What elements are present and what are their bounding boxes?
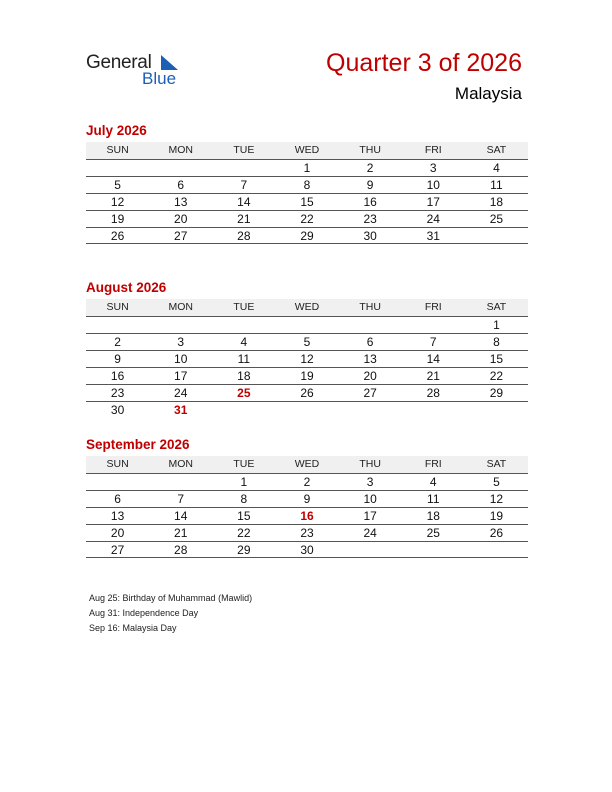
weekday-header	[86, 456, 528, 473]
week-row	[86, 159, 528, 176]
day-cell: 22	[237, 526, 251, 540]
day-cell: 29	[237, 543, 251, 557]
day-cell: 14	[174, 509, 188, 523]
day-cell: 23	[300, 526, 314, 540]
weekday-label: TUE	[233, 144, 255, 156]
day-cell: 9	[366, 178, 374, 192]
day-cell	[339, 317, 402, 333]
day-cell: 26	[300, 386, 314, 400]
day-cell	[86, 160, 149, 176]
weekday-header	[86, 299, 528, 316]
page-title: Quarter 3 of 2026	[326, 49, 522, 77]
weekday-label: TUE	[233, 301, 255, 313]
day-cell: 10	[363, 492, 377, 506]
day-cell	[339, 402, 402, 418]
day-cell: 17	[426, 195, 440, 209]
day-cell	[402, 402, 465, 418]
day-cell: 5	[303, 335, 311, 349]
month-calendar-august	[86, 279, 528, 418]
day-cell: 5	[114, 178, 121, 192]
week-row	[86, 193, 528, 210]
week-row	[86, 316, 528, 333]
week-row	[86, 524, 528, 541]
month-title: September 2026	[86, 437, 190, 452]
day-cell: 6	[177, 178, 185, 192]
day-cell: 11	[237, 352, 251, 366]
day-cell: 5	[493, 475, 500, 489]
day-cell	[86, 317, 149, 333]
day-cell	[86, 474, 149, 490]
day-cell: 30	[110, 403, 125, 417]
day-cell: 26	[489, 526, 504, 540]
day-cell: 4	[493, 161, 500, 175]
day-cell: 17	[363, 509, 377, 523]
week-row	[86, 490, 528, 507]
weekday-label: SAT	[486, 301, 507, 313]
day-cell: 21	[426, 369, 440, 383]
weekday-label: MON	[168, 458, 193, 470]
week-row	[86, 507, 528, 524]
holiday-notes	[89, 591, 252, 636]
day-cell: 11	[427, 492, 440, 506]
day-cell: 3	[177, 335, 185, 349]
week-row	[86, 176, 528, 193]
weekday-label: FRI	[424, 144, 442, 156]
weekday-label: SUN	[106, 144, 129, 156]
day-cell: 15	[300, 195, 314, 209]
holiday-note: Aug 25: Birthday of Muhammad (Mawlid)	[89, 593, 253, 603]
day-cell	[212, 402, 275, 418]
week-row	[86, 401, 528, 418]
holiday-note: Sep 16: Malaysia Day	[89, 623, 177, 633]
day-cell: 9	[114, 352, 121, 366]
day-cell	[465, 542, 528, 557]
weekday-label: WED	[294, 301, 320, 313]
day-cell: 13	[363, 352, 377, 366]
day-cell: 4	[429, 475, 437, 489]
weekday-label: THU	[359, 458, 381, 470]
day-cell: 2	[303, 475, 311, 489]
weekday-label: SUN	[106, 301, 129, 313]
day-cell: 11	[490, 178, 503, 192]
day-cell: 27	[363, 386, 377, 400]
day-cell: 8	[493, 335, 500, 349]
logo-text-blue: Blue	[142, 69, 177, 88]
day-cell	[339, 542, 402, 557]
day-cell: 12	[300, 352, 314, 366]
day-cell: 31	[426, 229, 440, 243]
day-cell: 14	[426, 352, 440, 366]
day-cell	[212, 317, 275, 333]
weekday-label: MON	[168, 144, 193, 156]
day-cell: 24	[174, 386, 188, 400]
day-cell: 3	[429, 161, 437, 175]
week-row	[86, 350, 528, 367]
day-cell: 23	[363, 212, 377, 226]
day-cell: 20	[363, 369, 377, 383]
day-cell: 6	[366, 335, 374, 349]
weekday-label: MON	[168, 301, 193, 313]
day-cell: 15	[237, 509, 251, 523]
day-cell: 28	[426, 386, 440, 400]
day-cell	[149, 160, 212, 176]
weekday-label: SAT	[486, 144, 507, 156]
month-calendar-september	[86, 436, 528, 558]
day-cell: 25	[426, 526, 440, 540]
day-cell: 22	[300, 212, 314, 226]
day-cell: 15	[489, 352, 504, 366]
day-cell: 30	[300, 543, 314, 557]
day-cell: 29	[489, 386, 504, 400]
day-cell: 3	[366, 475, 374, 489]
day-cell: 9	[303, 492, 311, 506]
holiday-day-cell: 25	[237, 386, 251, 400]
day-cell: 19	[110, 212, 125, 226]
day-cell: 14	[237, 195, 251, 209]
weekday-label: FRI	[424, 301, 442, 313]
day-cell: 16	[110, 369, 125, 383]
day-cell: 30	[363, 229, 377, 243]
day-cell: 10	[426, 178, 440, 192]
weekday-label: SUN	[106, 458, 129, 470]
day-cell: 18	[489, 195, 504, 209]
day-cell: 2	[114, 335, 121, 349]
weekday-label: THU	[359, 144, 381, 156]
day-cell: 20	[174, 212, 188, 226]
day-cell	[402, 317, 465, 333]
weekday-label: WED	[294, 458, 320, 470]
day-cell: 7	[177, 492, 185, 506]
day-cell: 8	[240, 492, 248, 506]
day-cell: 12	[110, 195, 125, 209]
month-title: July 2026	[86, 123, 147, 138]
day-cell: 1	[493, 318, 500, 332]
month-title: August 2026	[86, 280, 167, 295]
day-cell: 17	[174, 369, 188, 383]
day-cell: 16	[363, 195, 377, 209]
weekday-label: WED	[294, 144, 320, 156]
day-cell: 24	[426, 212, 440, 226]
day-cell	[275, 402, 338, 418]
day-cell: 21	[237, 212, 251, 226]
day-cell: 10	[174, 352, 188, 366]
day-cell: 27	[110, 543, 125, 557]
holiday-day-cell: 16	[300, 509, 314, 523]
week-row	[86, 333, 528, 350]
week-row	[86, 541, 528, 558]
day-cell: 4	[240, 335, 248, 349]
day-cell: 19	[489, 509, 504, 523]
day-cell: 22	[489, 369, 504, 383]
day-cell: 7	[240, 178, 248, 192]
day-cell: 1	[303, 161, 311, 175]
weekday-label: THU	[359, 301, 381, 313]
day-cell: 24	[363, 526, 377, 540]
day-cell	[275, 317, 338, 333]
day-cell: 21	[174, 526, 188, 540]
day-cell: 6	[114, 492, 121, 506]
day-cell: 28	[174, 543, 188, 557]
day-cell: 7	[429, 335, 437, 349]
day-cell: 1	[240, 475, 248, 489]
day-cell: 27	[174, 229, 188, 243]
day-cell: 19	[300, 369, 314, 383]
day-cell: 25	[489, 212, 504, 226]
logo-triangle-icon	[161, 55, 178, 70]
day-cell: 23	[110, 386, 125, 400]
day-cell	[465, 402, 528, 418]
day-cell: 20	[110, 526, 125, 540]
holiday-day-cell: 31	[174, 403, 188, 417]
weekday-label: TUE	[233, 458, 255, 470]
country-name: Malaysia	[454, 84, 522, 103]
logo	[86, 52, 186, 92]
month-calendar-july	[86, 122, 528, 244]
day-cell: 18	[426, 509, 440, 523]
week-row	[86, 473, 528, 490]
week-row	[86, 367, 528, 384]
day-cell: 13	[110, 509, 125, 523]
week-row	[86, 227, 528, 244]
day-cell	[149, 474, 212, 490]
day-cell: 28	[237, 229, 251, 243]
weekday-label: FRI	[424, 458, 442, 470]
week-row	[86, 384, 528, 401]
day-cell: 12	[489, 492, 504, 506]
day-cell: 26	[110, 229, 125, 243]
day-cell: 18	[237, 369, 251, 383]
day-cell	[465, 228, 528, 243]
day-cell	[402, 542, 465, 557]
logo-text-general: General	[86, 52, 152, 73]
week-row	[86, 210, 528, 227]
day-cell: 8	[303, 178, 311, 192]
day-cell: 2	[366, 161, 374, 175]
day-cell	[149, 317, 212, 333]
weekday-label: SAT	[486, 458, 507, 470]
weekday-header	[86, 142, 528, 159]
holiday-note: Aug 31: Independence Day	[89, 608, 199, 618]
day-cell: 29	[300, 229, 314, 243]
day-cell: 13	[174, 195, 188, 209]
day-cell	[212, 160, 275, 176]
